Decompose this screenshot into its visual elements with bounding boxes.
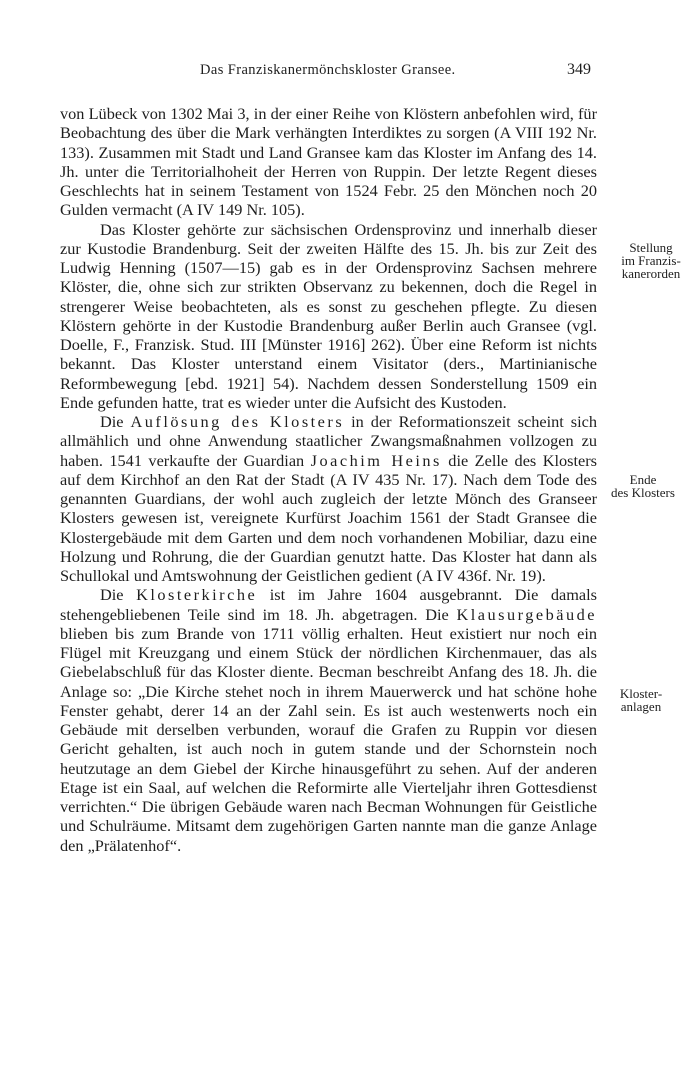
margin-note-line: Kloster- xyxy=(619,686,663,701)
paragraph xyxy=(60,220,597,413)
text-run: Das Kloster gehörte zur sächsischen Ordensprovinz und innerhalb dieser zur Kustodie Brandenburg. Seit der zweiten Hälfte des 15. Jh. bis zur Zeit des Ludwig Henning (1507—15) gab es in der Ordensprovinz Sachsen mehrere Klöster, die, ohne sich zur strikten Observanz zu bekennen, doch die Regel in strengerer Weise beobachteten, als es sonst zu geschehen pflegte. Zu diesen Klöstern gehörte in der Kustodie Brandenburg außer Berlin auch Gransee (vgl. Doelle, F., Franzisk. Stud. III [Münster 1916] 262). Über eine Reform ist nichts bekannt. Das Kloster unterstand einem Visitator (ders., Martinianische Reformbewegung [ebd. 1921] 54). Nachdem dessen Sonderstellung 1509 ein Ende gefunden hatte, trat es wieder unter die Aufsicht des Kustoden. xyxy=(60,219,597,412)
spaced-emphasis: Klausurgebäude xyxy=(456,604,597,624)
spaced-emphasis: Auflösung des Klosters xyxy=(130,412,345,431)
margin-note-line: im Franzis- xyxy=(621,253,681,268)
paragraph xyxy=(60,412,597,585)
spaced-emphasis: Klosterkirche xyxy=(136,585,258,605)
paragraph xyxy=(60,585,597,855)
spaced-emphasis: Joachim Heins xyxy=(310,450,442,470)
margin-note-klosteranlagen xyxy=(596,687,686,713)
margin-note-line: Ende xyxy=(629,472,657,487)
text-run: in der Reformationszeit scheint sich allmählich und ohne Anwendung staatlicher Zwangsmaßnahmen vollzogen zu haben. 1541 verkaufte der Guardian xyxy=(60,412,597,470)
margin-note-line: des Klosters xyxy=(611,485,675,500)
text-run: von Lübeck von 1302 Mai 3, in der einer Reihe von Klöstern anbefohlen wird, für Beobachtung des über die Mark verhängten Interdiktes zu sorgen (A VIII 192 Nr. 133). Zusammen mit Stadt und Land Gransee kam das Kloster im Anfang des 14. Jh. unter die Territorialhoheit der Herren von Ruppin. Der letzte Regent dieses Geschlechts hat in seinem Testament von 1524 Febr. 25 den Mönchen noch 20 Gulden vermacht (A IV 149 Nr. 105). xyxy=(60,104,597,220)
margin-note-line: kanerorden xyxy=(621,266,681,281)
text-run: die Zelle des Klosters auf dem Kirchhof an den Rat der Stadt (A IV 435 Nr. 17). Nach dem Tode des genannten Guardians, der wohl auch zugleich der letzte Mönch des Granseer Klosters gewesen ist, vereignete Kurfürst Joachim 1561 der Stadt Gransee die Klostergebäude mit dem Garten und dem noch vorhandenen Mobiliar, dazu eine Holzung und Rohrung, die der Guardian genutzt hatte. Das Kloster hat dann als Schullokal und Amtswohnung der Geistlichen gedient (A IV 436f. Nr. 19). xyxy=(60,450,597,585)
page-number: 349 xyxy=(567,61,591,78)
text-run: ist im Jahre 1604 ausgebrannt. Die damals stehengebliebenen Teile sind im 18. Jh. abgetragen. Die xyxy=(60,585,597,624)
margin-note-ende xyxy=(598,473,688,499)
margin-note-line: anlagen xyxy=(620,699,662,714)
body-text xyxy=(60,104,597,855)
margin-note-stellung xyxy=(606,241,696,280)
text-run: blieben bis zum Brande von 1711 völlig erhalten. Heut existiert nur noch ein Flügel mit Kreuzgang und einem Stück der nördlichen Kirchenmauer, das als Giebelabschluß für das Kloster diente. Becman beschreibt Anfang des 18. Jh. die Anlage so: „Die Kirche stehet noch in ihrem Mauerwerck und hat schöne hohe Fenster gehabt, derer 14 an der Zahl sein. Es ist auch westenwerts noch ein Gebäude mit derselben verbunden, worauf die Grafen zu Ruppin vor diesen Gericht gehalten, ist auch noch in gutem stande und der Schornstein noch heutzutage an dem Giebel der Kirche hinausgeführt zu sehen. Auf der anderen Etage ist ein Saal, auf welchen die Reformirte alle Vierteljahr ihren Gottesdienst verrichten.“ Die übrigen Gebäude waren nach Becman Wohnungen für Geistliche und Schulräume. Mitsamt dem zugehörigen Garten nannte man die ganze Anlage den „Prälatenhof“. xyxy=(60,623,597,855)
running-title: Das Franziskanermönchskloster Gransee. xyxy=(200,62,456,78)
text-run: Die xyxy=(100,585,137,605)
text-run: Die xyxy=(100,412,131,431)
running-header xyxy=(0,62,700,84)
margin-note-line: Stellung xyxy=(629,240,673,255)
paragraph xyxy=(60,104,597,220)
